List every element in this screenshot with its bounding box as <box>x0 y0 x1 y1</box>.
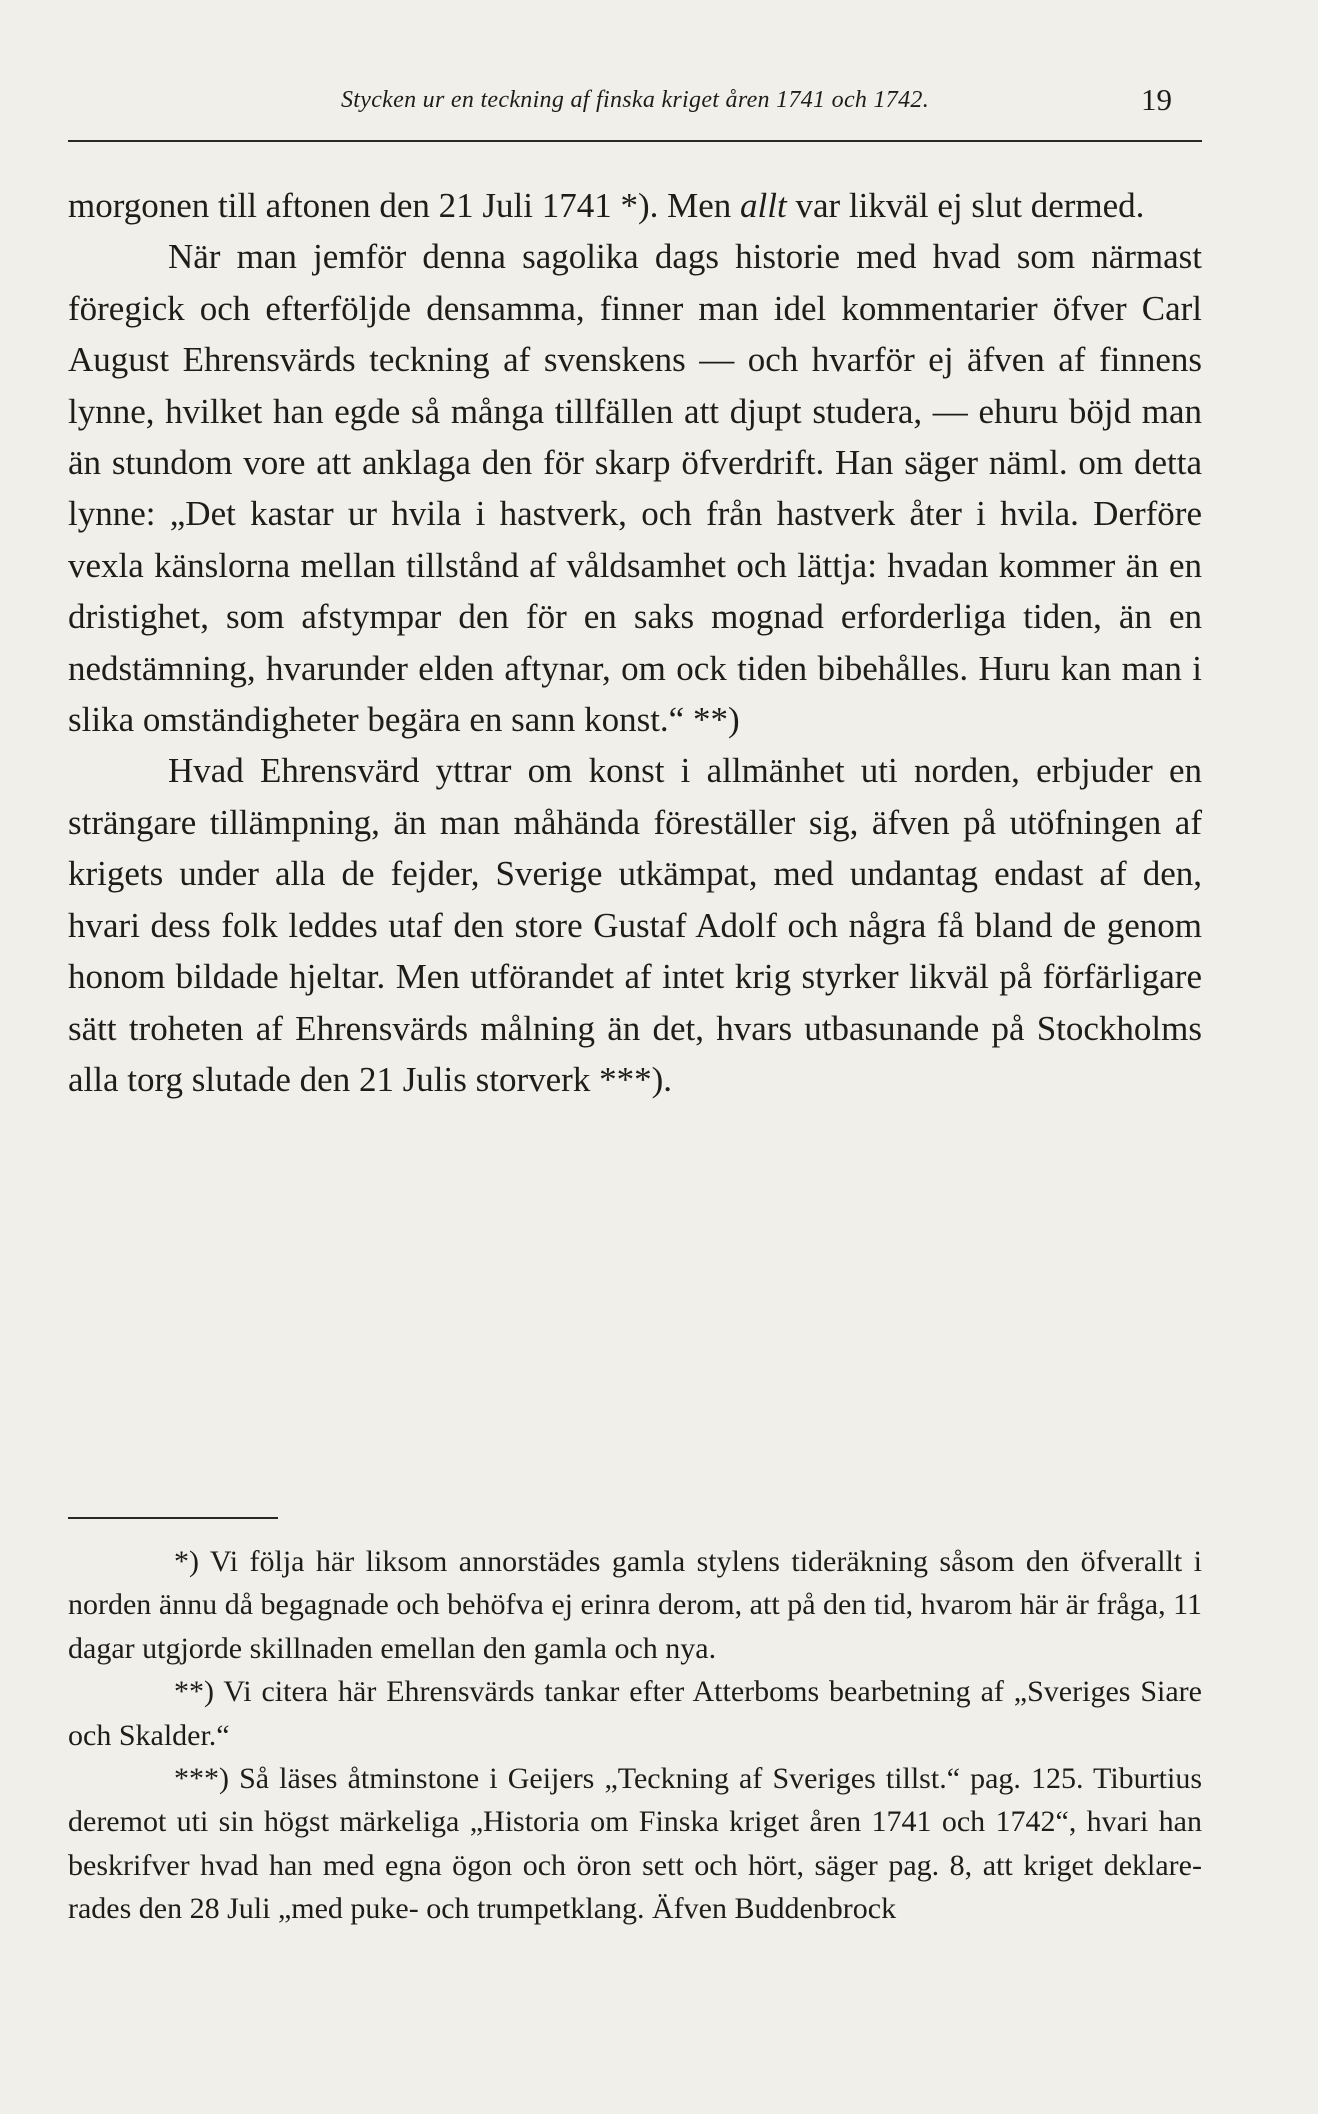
footnote-3: ***) Så läses åtminstone i Geijers „Teckning af Sveriges tillst.“ pag. 125. Tiburtius deremot uti sin högst märkeliga „Historia om Finska kriget åren 1741 och 1742“, hvari han beskrifver hvad han med egna ögon och öron sett och hört, säger pag. 8, att kriget deklarerades den 28 Juli „med puke- och trumpetklang. Äfven Buddenbrock <box>68 1762 1202 1926</box>
page-number: 19 <box>1141 82 1172 117</box>
footnote-rule <box>68 1517 278 1519</box>
running-title: Stycken ur en teckning af finska kriget åren 1741 och 1742. <box>341 87 929 113</box>
paragraph-2: När man jemför denna sagolika dags historie med hvad som närmast föregick och efterföljde densamma, finner man idel kommentarier öfver Carl August Ehrensvärds teckning af svenskens — och hvarför ej äfven af finnens lynne, hvilket han egde så många tillfällen att djupt studera, — ehuru böjd man än stundom vore att anklaga den för skarp öfverdrift. Han säger näml. om detta lynne: „Det kastar ur hvila i hastverk, och från hastverk åter i hvila. Derföre vexla känslorna mellan tillstånd af våldsamhet och lättja: hvadan kommer än en dristighet, som afstympar den för en saks mognad erforderliga tiden, än en nedstämning, hvarunder elden aftynar, om ock tiden bibehålles. Huru kan man i slika omständigheter begära en sann konst.“ **) <box>68 237 1202 740</box>
body-text <box>68 180 1202 1105</box>
header-rule <box>68 140 1202 142</box>
paragraph-1 <box>68 180 1202 231</box>
footnote-1: *) Vi följa här liksom annorstädes gamla stylens tideräkning såsom den öfverallt i norden ännu då begagnade och behöfva ej erinra derom, att på den tid, hvarom här är fråga, 11 dagar utgjorde skillnaden emellan den gamla och nya. <box>68 1545 1202 1665</box>
emphasis-allt: allt <box>740 186 787 225</box>
footnotes <box>68 1540 1202 1931</box>
running-head <box>68 80 1202 120</box>
paragraph-1-part-3: var likväl ej slut dermed. <box>786 186 1145 225</box>
paragraph-1-part-1: morgonen till aftonen den 21 Juli 1741 *). Men <box>68 186 741 225</box>
footnote-2: **) Vi citera här Ehrensvärds tankar efter Atterboms bearbetning af „Sveriges Siare och Skalder.“ <box>68 1675 1202 1752</box>
paragraph-3: Hvad Ehrensvärd yttrar om konst i allmänhet uti norden, erbjuder en strängare tillämpning, än man måhända föreställer sig, äfven på utöfningen af krigets under alla de fejder, Sverige utkämpat, med undantag endast af den, hvari dess folk leddes utaf den store Gustaf Adolf och några få bland de genom honom bildade hjeltar. Men utförandet af intet krig styrker likväl på förfärligare sätt troheten af Ehrensvärds målning än det, hvars utbasunande på Stockholms alla torg slutade den 21 Julis storverk ***). <box>68 751 1202 1099</box>
